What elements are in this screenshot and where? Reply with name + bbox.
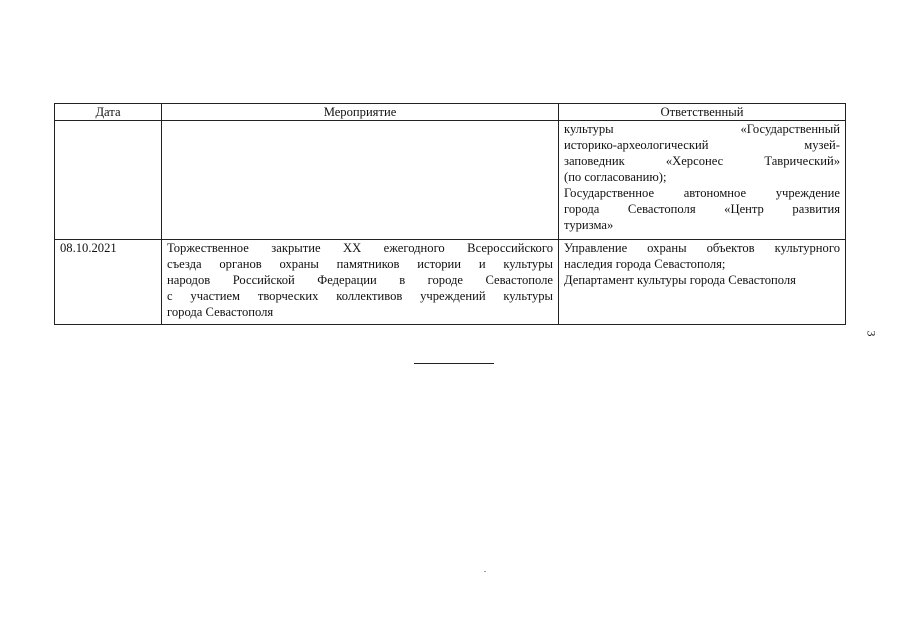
event-line: народов Российской Федерации в городе Севастополе bbox=[167, 273, 553, 287]
scan-speck bbox=[484, 571, 486, 572]
cell-responsible bbox=[559, 240, 846, 325]
header-event: Мероприятие bbox=[162, 104, 559, 121]
responsible-line: Департамент культуры города Севастополя bbox=[564, 273, 796, 287]
cell-event bbox=[162, 121, 559, 240]
event-line: города Севастополя bbox=[167, 305, 274, 319]
table-header-row bbox=[55, 104, 846, 121]
responsible-line: города Севастополя «Центр развития bbox=[564, 202, 840, 216]
event-line: съезда органов охраны памятников истории и культуры bbox=[167, 257, 553, 271]
responsible-line: заповедник «Херсонес Таврический» bbox=[564, 154, 840, 168]
responsible-line: наследия города Севастополя; bbox=[564, 257, 726, 271]
responsible-line: историко-археологический музей- bbox=[564, 138, 840, 152]
cell-date bbox=[55, 121, 162, 240]
responsible-line: (по согласованию); bbox=[564, 170, 667, 184]
table-row bbox=[55, 240, 846, 325]
end-separator-line bbox=[414, 363, 494, 364]
responsible-line: Государственное автономное учреждение bbox=[564, 186, 840, 200]
responsible-line: Управление охраны объектов культурного bbox=[564, 241, 840, 255]
header-date: Дата bbox=[55, 104, 162, 121]
events-table bbox=[54, 103, 846, 325]
header-responsible: Ответственный bbox=[559, 104, 846, 121]
responsible-line: туризма» bbox=[564, 218, 614, 232]
cell-event bbox=[162, 240, 559, 325]
event-line: Торжественное закрытие XX ежегодного Всероссийского bbox=[167, 241, 553, 255]
table-row bbox=[55, 121, 846, 240]
event-line: с участием творческих коллективов учреждений культуры bbox=[167, 289, 553, 303]
page-number: 3 bbox=[864, 330, 879, 337]
responsible-line: культуры «Государственный bbox=[564, 122, 840, 136]
cell-responsible bbox=[559, 121, 846, 240]
cell-date: 08.10.2021 bbox=[55, 240, 162, 325]
